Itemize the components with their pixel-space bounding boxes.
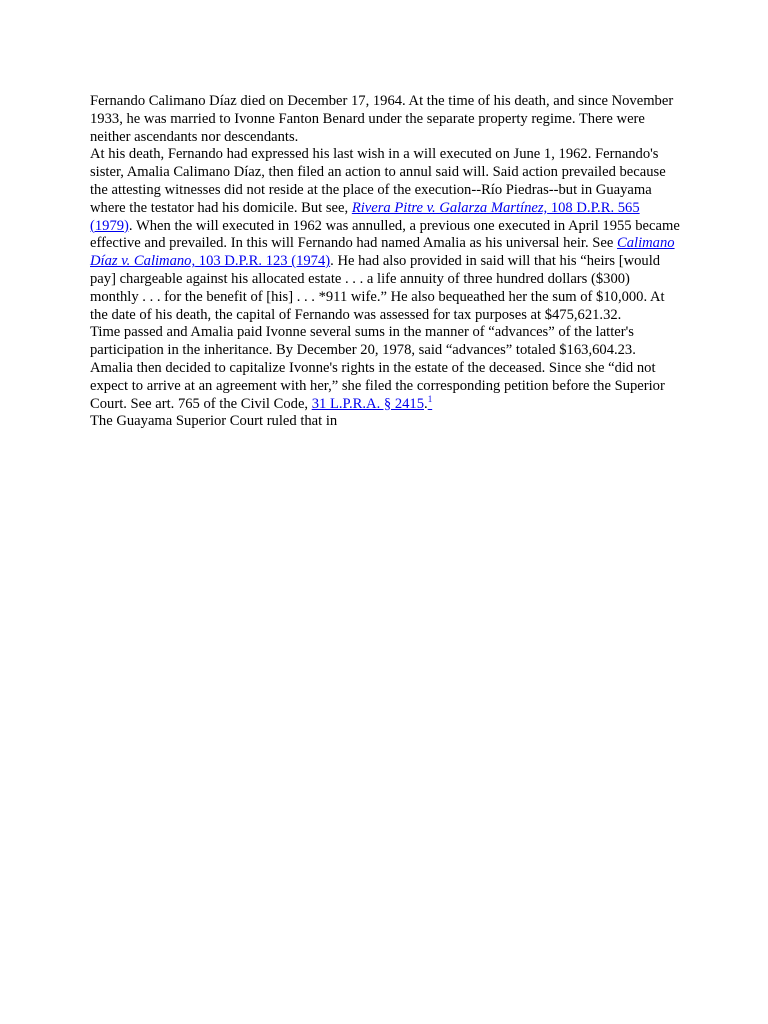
citation-link-lpra[interactable]: 31 L.P.R.A. § 2415 <box>311 395 425 412</box>
paragraph-advances <box>90 324 680 413</box>
paragraph-text: The Guayama Superior Court ruled that in <box>90 413 338 430</box>
footnote-link[interactable] <box>427 393 433 412</box>
paragraph-text: Time passed and Amalia paid Ivonne several sums in the manner of “advances” of the latter's participation in the inheritance. By December 20, 1978, said “advances” totaled $163,604.23. Amalia then decided to capitalize Ivonne's rights in the estate of the deceased. Since she “did not expect to arrive at an agreement with her,” she filed the corresponding petition before the Superior Court. See art. 765 of the Civil Code, <box>90 324 665 412</box>
footnote-marker: 1 <box>427 393 433 404</box>
case-name: Calimano Díaz v. Calimano, <box>90 235 675 270</box>
citation-reference: 103 D.P.R. 123 (1974) <box>195 253 331 270</box>
paragraph-will-annulment <box>90 146 680 324</box>
paragraph-court-ruling <box>90 413 680 431</box>
paragraph-text: . He had also provided in said will that his “heirs [would pay] chargeable against his allocated estate . . . a life annuity of three hundred dollars ($300) monthly . . . for the benefit of [his] . . . *911 wife.” He also bequeathed her the sum of $10,000. At the date of his death, the capital of Fernando was assessed for tax purposes at $475,621.32. <box>90 253 665 323</box>
paragraph-death-facts <box>90 93 680 146</box>
citation-reference: 108 D.P.R. 565 (1979) <box>90 199 640 234</box>
document-body <box>90 93 680 431</box>
case-name: Rivera Pitre v. Galarza Martínez, <box>351 199 548 216</box>
paragraph-text: . When the will executed in 1962 was annulled, a previous one executed in April 1955 became effective and prevailed. In this will Fernando had named Amalia as his universal heir. See <box>90 217 680 252</box>
paragraph-text: . <box>424 395 428 412</box>
paragraph-text: Fernando Calimano Díaz died on December 17, 1964. At the time of his death, and since November 1933, he was married to Ivonne Fanton Benard under the separate property regime. There were neither ascendants nor descendants. <box>90 93 674 145</box>
paragraph-text: At his death, Fernando had expressed his last wish in a will executed on June 1, 1962. Fernando's sister, Amalia Calimano Díaz, then filed an action to annul said will. Said action prevailed because the attesting witnesses did not reside at the place of the execution--Río Piedras--but in Guayama where the testator had his domicile. But see, <box>90 146 666 216</box>
